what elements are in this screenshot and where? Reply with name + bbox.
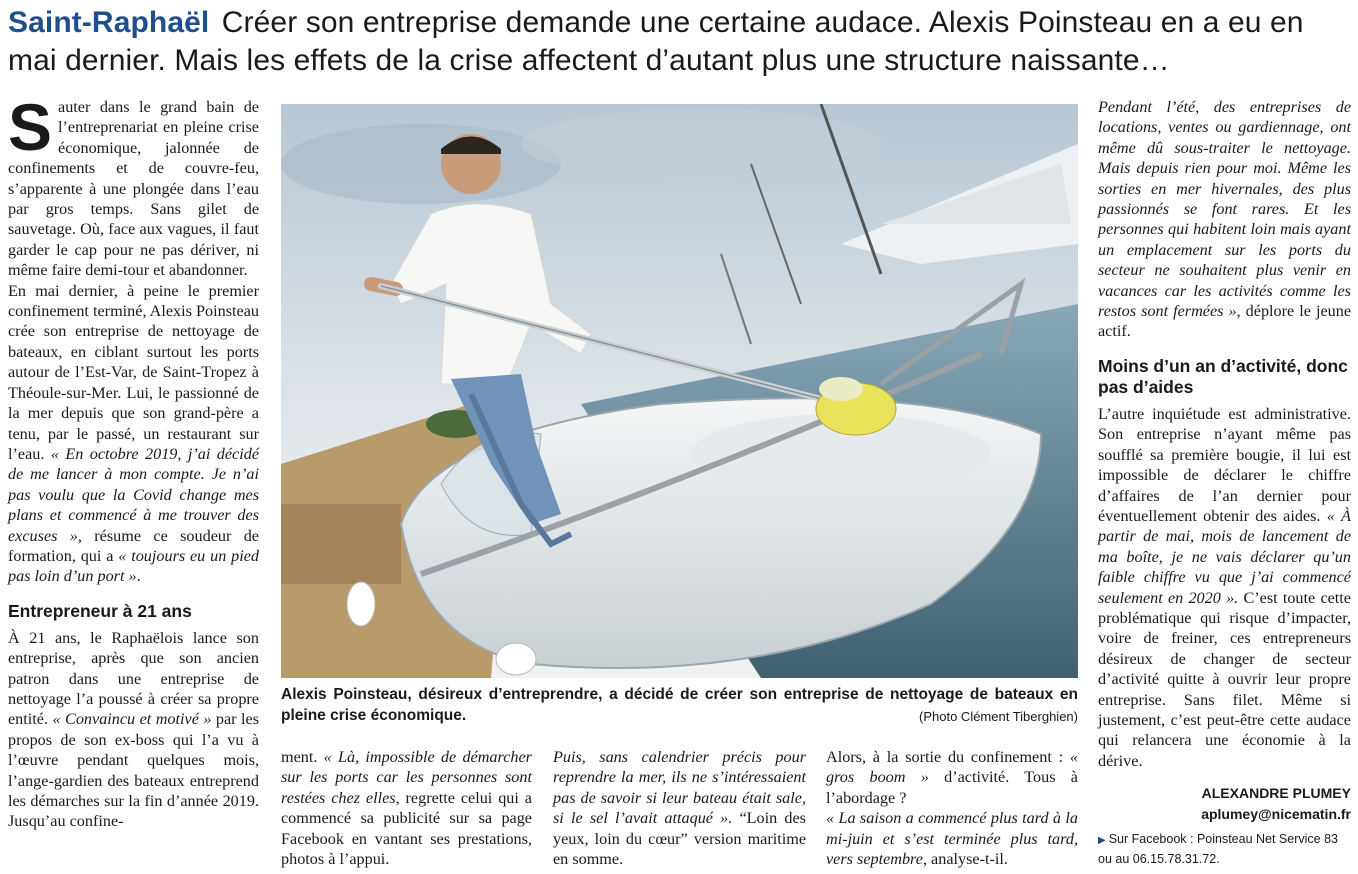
article-column-2 bbox=[281, 747, 532, 869]
intro-paragraph: Sauter dans le grand bain de l’entreprenariat en pleine crise économique, jalonnée de confinements et de couvre-feu, s’apparente à une plongée dans l’eau par gros temps. Sans gilet de sauvetage. Où, face aux vagues, il faut garder le cap pour ne pas dériver, ni même faire demi-tour et abandonner. bbox=[8, 90, 259, 280]
subheading: Entrepreneur à 21 ans bbox=[8, 600, 192, 621]
quote: « gros boom » bbox=[826, 748, 1078, 787]
quote: « La saison a commencé plus tard à la mi-juin et s’est terminée plus tard, vers septembre bbox=[826, 809, 1078, 869]
dropcap: S bbox=[8, 90, 53, 164]
location-kicker: Saint-Raphaël bbox=[8, 6, 210, 39]
paragraph: Pendant l’été, des entreprises de locations, ventes ou gardiennage, ont même dû sous-traiter le nettoyage. Mais depuis rien pour moi. Même les sorties en mer hivernales, des plus passionnés se font rares. Et les personnes qui habitent loin mais ayant un emplacement sur les ports du secteur ne souhaitent plus venir en vacances car les activités comme les restos sont fermées », déplore le jeune actif. bbox=[1098, 98, 1352, 341]
arrow-icon: ▶ bbox=[1098, 835, 1106, 846]
article-column-3 bbox=[553, 747, 806, 869]
paragraph: ment. « Là, impossible de démarcher sur les ports car les personnes sont restées chez elles, regrette celui qui a commencé sa publicité sur sa page Facebook en vantant ses prestations, photos à l’appui. bbox=[281, 748, 532, 869]
quote: « Là, impossible de démarcher sur les ports car les personnes sont restées chez elles, bbox=[281, 748, 532, 807]
quote: « À partir de mai, mois de lancement de ma boîte, je ne vais déclarer qu’un faible chiffre vu que j’ai commencé seulement en 2020 ». bbox=[1098, 506, 1351, 607]
quote: Pendant l’été, des entreprises de locations, ventes ou gardiennage, ont même dû sous-traiter le nettoyage. Mais depuis rien pour moi. Même les sorties en mer hivernales, des plus passionnés se font rares. Et les personnes qui habitent loin mais ayant un emplacement sur les ports du secteur ne souhaitent plus venir en vacances car les activités comme les restos sont fermées » bbox=[1098, 98, 1351, 321]
article-column-1 bbox=[8, 90, 260, 832]
paragraph: En mai dernier, à peine le premier confinement terminé, Alexis Poinsteau crée son entreprise de nettoyage de bateaux, en ciblant surtout les ports autour de l’Est-Var, de Saint-Tropez à Théoule-sur-Mer. Lui, le passionné de la mer depuis que son grand-père a tenu, par le passé, un restaurant sur l’eau. « En octobre 2019, j’ai décidé de me lancer à mon compte. Je n’ai pas voulu que la Covid change mes plans et commencé à me trouver des excuses », résume ce soudeur de formation, qui a « toujours eu un pied pas loin d’un port ». bbox=[8, 281, 260, 586]
article-column-4 bbox=[826, 747, 1078, 869]
author-name: ALEXANDRE PLUMEY bbox=[1201, 785, 1351, 802]
boat-cleaning-photo bbox=[281, 104, 1078, 678]
paragraph: À 21 ans, le Raphaëlois lance son entreprise, après que son ancien patron dans une entreprise de nettoyage l’a poussé à créer sa propre entité. « Convaincu et motivé » par les propos de son ex-boss qui l’a vu à l’œuvre pendant quelques mois, l’ange-gardien des bateaux entreprend les démarches sur la fin d’année 2019. Jusqu’au confine- bbox=[8, 628, 259, 831]
paragraph: L’autre inquiétude est administrative. Son entreprise n’ayant même pas soufflé sa première bougie, il lui est impossible de déclarer le chiffre d’affaires de l’an dernier pour éventuellement obtenir des aides. « À partir de mai, mois de lancement de ma boîte, je ne vais déclarer qu’un faible chiffre vu que j’ai commencé seulement en 2020 ». C’est toute cette problématique qui risque d’impacter, voire de freiner, ces entrepreneurs désireux de changer de secteur d’activité quitte à ouvrir leur propre entreprise. Sans filet. Même si justement, c’est peut-être cette audace qui relancera une économie à la dérive. bbox=[1098, 404, 1351, 770]
photo-caption: Alexis Poinsteau, désireux d’entreprendre, a décidé de créer son entreprise de nettoyage de bateaux en pleine crise économique. bbox=[281, 686, 1078, 724]
article-column-5 bbox=[1098, 97, 1351, 869]
quote: « En octobre 2019, j’ai décidé de me lancer à mon compte. Je n’ai pas voulu que la Covid change mes plans et commencé à me trouver des excuses » bbox=[8, 444, 259, 545]
quote: « toujours eu un pied pas loin d’un port » bbox=[8, 546, 260, 586]
author-email[interactable]: aplumey@nicematin.fr bbox=[1201, 805, 1351, 822]
headline-text: Créer son entreprise demande une certaine audace. Alexis Poinsteau en a eu en mai dernier. Mais les effets de la crise affectent d’autant plus une structure naissante… bbox=[8, 6, 1304, 77]
subheading: Moins d’un an d’activité, donc pas d’aides bbox=[1098, 355, 1348, 397]
quote: « Convaincu et motivé » bbox=[52, 710, 212, 729]
paragraph: Puis, sans calendrier précis pour reprendre la mer, ils ne s’intéressaient pas de savoir si leur bateau était sale, si le sel l’avait attaqué ». “Loin des yeux, loin du cœur” version maritime en somme. bbox=[553, 748, 806, 869]
paragraph: Alors, à la sortie du confinement : « gros boom » d’activité. Tous à l’abordage ? bbox=[826, 748, 1078, 807]
quote: Puis, sans calendrier précis pour reprendre la mer, ils ne s’intéressaient pas de savoir si leur bateau était sale, si le sel l’avait attaqué ». bbox=[553, 748, 806, 828]
article-headline bbox=[8, 4, 1353, 80]
article-photo bbox=[281, 104, 1078, 678]
paragraph: « La saison a commencé plus tard à la mi-juin et s’est terminée plus tard, vers septembre, analyse-t-il. bbox=[826, 809, 1078, 869]
photo-credit: (Photo Clément Tiberghien) bbox=[919, 709, 1078, 724]
contact-info: ▶ Sur Facebook : Poinsteau Net Service 83 ou au 06.15.78.31.72. bbox=[1098, 832, 1338, 866]
